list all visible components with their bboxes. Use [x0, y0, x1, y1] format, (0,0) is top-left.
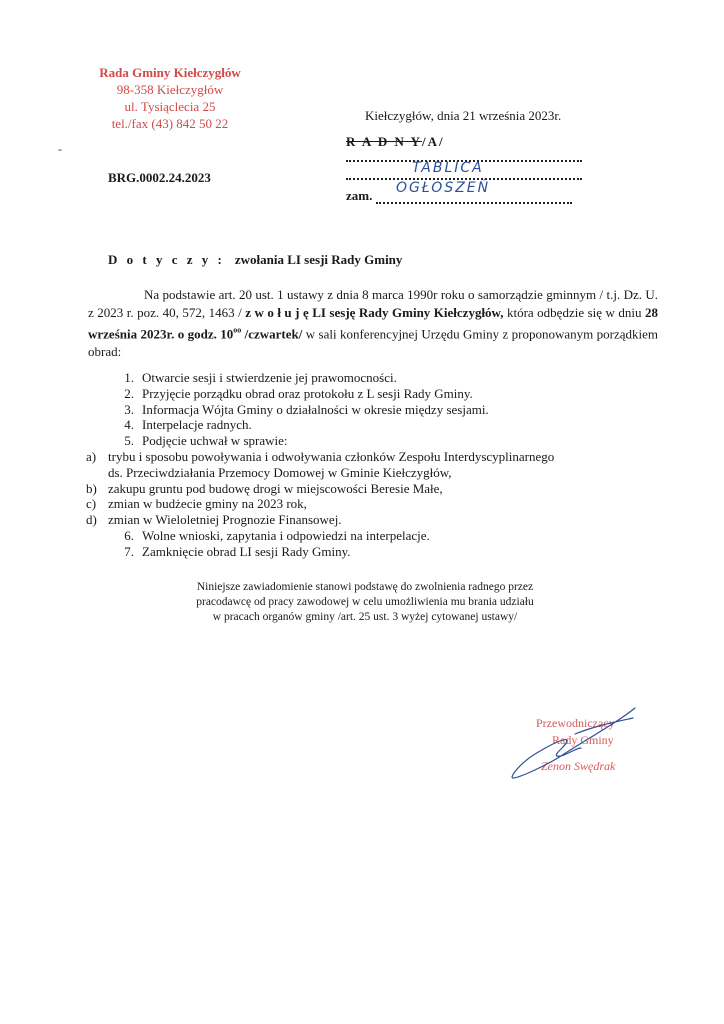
resolution-text: trybu i sposobu powoływania i odwoływania członków Zespołu Interdyscyplinarnego — [108, 448, 555, 464]
stamp-line-1: Rada Gminy Kiełczygłów — [99, 65, 241, 80]
agenda-item — [108, 433, 668, 449]
subject-label: D o t y c z y : — [108, 252, 225, 267]
resolution-item — [86, 496, 668, 512]
agenda-list — [86, 370, 668, 560]
resolution-letter: a) — [86, 448, 97, 464]
resolution-text: zakupu gruntu pod budowę drogi w miejscowości Beresie Małe, — [108, 480, 443, 496]
place-date: Kiełczygłów, dnia 21 września 2023r. — [365, 108, 562, 123]
subject-text: zwołania LI sesji Rady Gminy — [234, 252, 403, 267]
resolution-letter: b) — [86, 480, 97, 496]
agenda-item — [108, 370, 668, 386]
resolution-item — [86, 449, 668, 465]
recipient-title — [346, 134, 445, 150]
notice-line-1: Niniejsze zawiadomienie stanowi podstawę do zwolnienia radnego przez — [196, 581, 534, 593]
handwritten-signature — [505, 704, 645, 784]
intro-part-1: Na podstawie art. 20 ust. 1 ustawy z dnia 8 marca 1990r roku o samorządzie gminnym / t.j. Dz. U. z 2023 r. poz. 40, 572, 1463 / — [88, 287, 658, 320]
margin-mark: - — [58, 142, 62, 156]
handwritten-recipient-1: TABLICA — [412, 160, 484, 176]
agenda-item-number: 6. — [124, 527, 134, 543]
recipient-title-prefix: R A D N Y — [346, 134, 423, 149]
intro-bold-2: 28 września 2023r. o godz. 10 — [88, 305, 658, 342]
agenda-item — [108, 544, 668, 560]
intro-paragraph — [88, 286, 658, 361]
address-label: zam. — [346, 188, 373, 203]
agenda-item-text: Interpelacje radnych. — [142, 417, 252, 433]
resolution-item — [86, 512, 668, 528]
agenda-item-number: 4. — [124, 417, 134, 433]
intro-bold-1: z w o ł u j ę LI sesję Rady Gminy Kiełczygłów, — [245, 305, 504, 320]
employer-notice — [150, 580, 580, 625]
signature-name: Zenon Swędrak — [541, 759, 616, 773]
notice-line-2: pracodawcę od pracy zawodowej w celu umożliwienia mu brania udziału — [196, 596, 534, 608]
resolution-text: zmian w budżecie gminy na 2023 rok, — [108, 496, 307, 512]
reference-number: BRG.0002.24.2023 — [108, 170, 211, 185]
agenda-item-text: Wolne wnioski, zapytania i odpowiedzi na interpelacje. — [142, 527, 430, 543]
agenda-item-number: 2. — [124, 385, 134, 401]
intro-part-2: która odbędzie się w dniu — [503, 305, 645, 320]
subject-line — [108, 252, 402, 268]
handwritten-recipient-2: OGŁOSZEŃ — [396, 180, 491, 196]
agenda-item — [108, 417, 668, 433]
stamp-line-4: tel./fax (43) 842 50 22 — [111, 116, 229, 131]
agenda-item-number: 5. — [124, 433, 134, 449]
agenda-item-number: 7. — [124, 543, 134, 559]
notice-line-3: w pracach organów gminy /art. 25 ust. 3 wyżej cytowanej ustawy/ — [212, 611, 518, 623]
recipient-title-suffix: /A/ — [422, 134, 445, 149]
signature-title-1: Przewodniczący — [536, 716, 615, 730]
intro-bold-3: /czwartek/ — [241, 326, 303, 342]
intro-part-3: w sali konferencyjnej Urzędu Gminy z proponowanym porządkiem obrad: — [88, 326, 658, 360]
resolution-letter: d) — [86, 512, 97, 528]
signature-title-2: Rady Gminy — [552, 733, 614, 747]
agenda-item-text: Podjęcie uchwał w sprawie: — [142, 433, 288, 449]
agenda-item-number: 3. — [124, 401, 134, 417]
intro-time-superscript: oo — [233, 326, 242, 335]
stamp-line-2: 98-358 Kiełczygłów — [116, 82, 224, 97]
agenda-item-number: 1. — [124, 370, 134, 385]
resolution-continuation: ds. Przeciwdziałania Przemocy Domowej w Gminie Kiełczygłów, — [108, 464, 452, 480]
agenda-item-text: Otwarcie sesji i stwierdzenie jej prawomocności. — [142, 370, 397, 385]
agenda-item-text: Zamknięcie obrad LI sesji Rady Gminy. — [142, 543, 351, 559]
agenda-item-text: Informacja Wójta Gminy o działalności w okresie między sesjami. — [142, 401, 489, 417]
agenda-item — [108, 402, 668, 418]
agenda-item — [108, 528, 668, 544]
resolution-item — [86, 481, 668, 497]
agenda-item — [108, 386, 668, 402]
resolution-text: zmian w Wieloletniej Prognozie Finansowej. — [108, 512, 342, 528]
resolution-letter: c) — [86, 496, 97, 512]
stamp-line-3: ul. Tysiąclecia 25 — [124, 99, 216, 114]
sender-stamp — [80, 64, 260, 132]
agenda-item-text: Przyjęcie porządku obrad oraz protokołu z L sesji Rady Gminy. — [142, 385, 473, 401]
